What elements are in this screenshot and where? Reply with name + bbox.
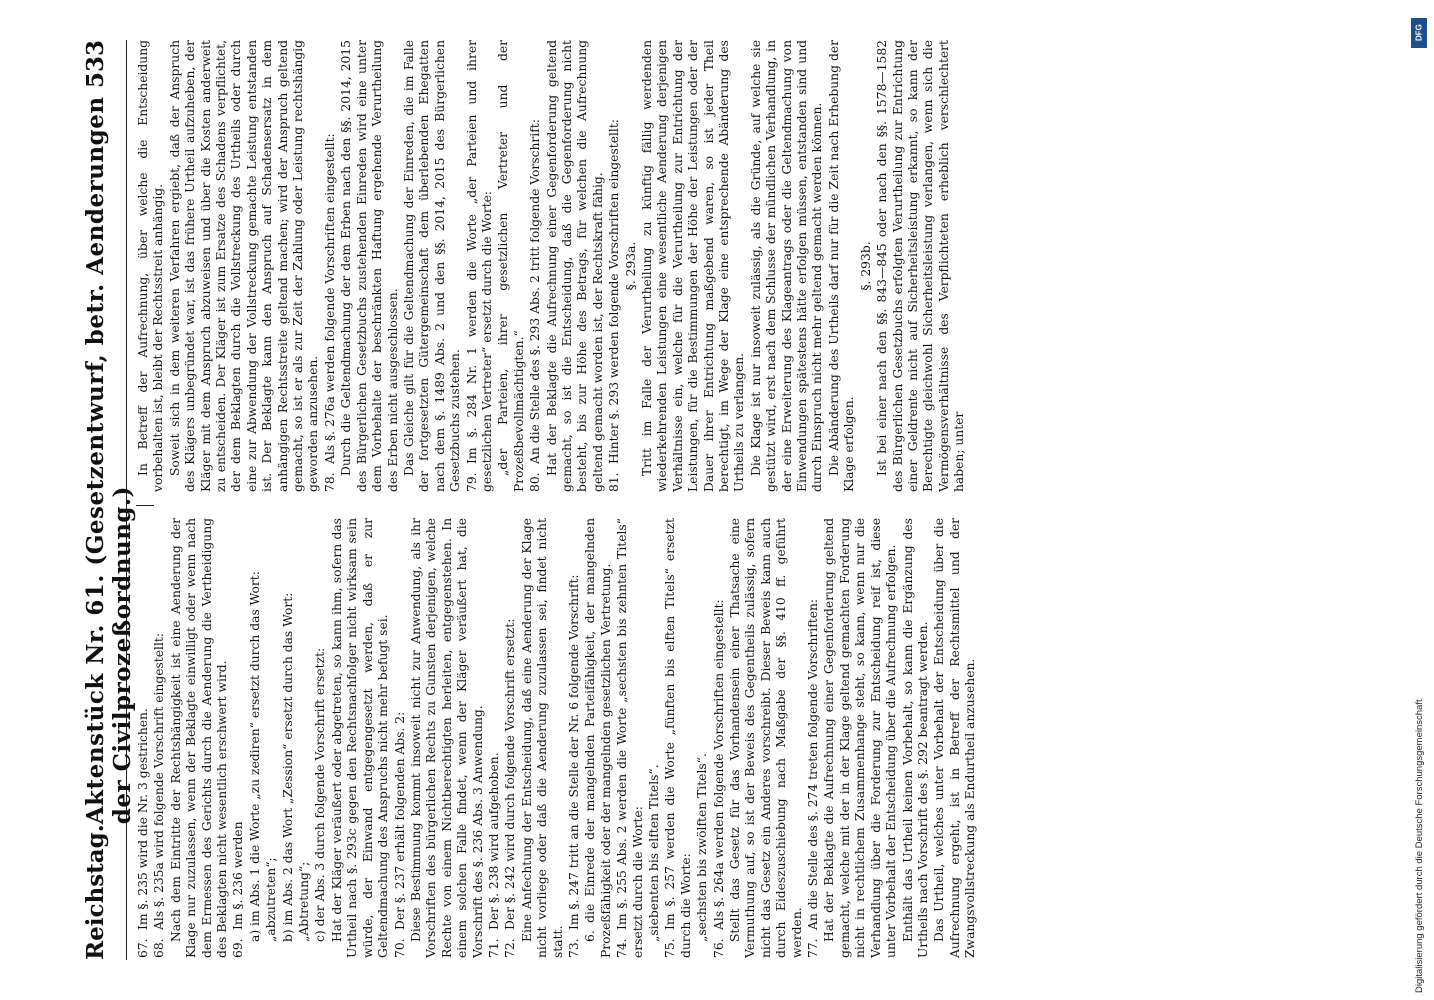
paragraph-text: Im §. 235 wird die Nr. 3 gestrichen. — [136, 708, 150, 930]
item-number: 70. — [392, 938, 407, 958]
paragraph — [503, 518, 518, 958]
header-left: Reichstag. — [82, 824, 109, 960]
left-column — [136, 518, 1400, 958]
paragraph — [281, 518, 296, 958]
paragraph — [712, 518, 727, 958]
paragraph — [402, 40, 464, 492]
paragraph-text: Der §. 238 wird aufgehoben. — [486, 752, 501, 930]
paragraph-text: a) im Abs. 1 die Worte „zu zediren“ ersetzt durch das Wort: — [247, 571, 262, 942]
paragraph-text: Als §. 276a werden folgende Vorschriften eingestellt: — [322, 133, 337, 464]
paragraph-text: Tritt im Falle der Verurtheilung zu künftig fällig werdenden wiederkehrenden Leistungen eine wesentliche Aenderung derjenigen Verhältnisse ein, welche für die Verurtheilung zur Entrichtung der Leistungen, für die Bestimmungen der Höhe der Leistungen oder der Dauer ihrer Entrichtung maßgebend waren, so ist jeder Theil berechtigt, im Wege der Klage eine entsprechende Abänderung des Urtheils zu verlangen. — [640, 40, 747, 492]
paragraph — [859, 40, 874, 492]
paragraph-text: Hinter §. 293 werden folgende Vorschriften eingestellt: — [607, 119, 622, 464]
paragraph — [901, 518, 932, 958]
paragraph — [231, 518, 246, 958]
paragraph-text: Enthält das Urtheil keinen Vorbehalt, so kann die Ergänzung des Urtheils nach Vorschrift des §. 292 beantragt werden. — [900, 518, 930, 958]
item-number: 77. — [806, 938, 821, 958]
paragraph — [136, 518, 151, 958]
paragraph-text: 6. die Einrede der mangelnden Parteifähigkeit, der mangelnden Prozeßfähigkeit oder der mangelnden gesetzlichen Vertretung. — [583, 518, 613, 958]
paragraph-text: b) im Abs. 2 das Wort „Zession“ ersetzt durch das Wort: — [280, 592, 295, 942]
paragraph — [663, 518, 694, 958]
paragraph — [583, 518, 614, 958]
paragraph-text: Im §. 247 tritt an die Stelle der Nr. 6 folgende Vorschrift: — [566, 574, 581, 930]
paragraph — [297, 518, 312, 958]
item-number: 72. — [503, 938, 518, 958]
item-number: 68. — [152, 938, 167, 958]
page-number: 533 — [82, 40, 109, 89]
paragraph — [323, 40, 338, 492]
header-title: Aktenstück Nr. 61. (Gesetzentwurf, betr. Aenderungen der Civilprozeßordnung.) — [82, 96, 136, 825]
paragraph-text: An die Stelle des §. 274 treten folgende Vorschriften: — [806, 598, 821, 930]
paragraph-text: Der §. 242 wird durch folgende Vorschrift ersetzt: — [503, 618, 518, 930]
running-head — [82, 40, 136, 960]
paragraph — [827, 40, 858, 492]
item-number: 76. — [711, 938, 726, 958]
paragraph — [465, 40, 496, 492]
digitization-note — [1406, 8, 1434, 1000]
paragraph-text: Hat der Kläger veräußert oder abgetreten, so kann ihm, sofern das Urtheil nach §. 293c gegen den Rechtsnachfolger nicht wirksam sein würde, der Einwand entgegengesetzt werden, daß er zur Geltendmachung des Anspruchs nicht mehr befugt sei. — [329, 518, 391, 958]
paragraph-text: Das Gleiche gilt für die Geltendmachung der Einreden, die im Falle der fortgesetzten Gütergemeinschaft dem überlebenden Ehegatten nach dem §. 1489 Abs. 2 und den §§. 2014, 2015 des Bürgerlichen Gesetzbuchs zustehen. — [401, 40, 463, 492]
paragraph-text: Im §. 284 Nr. 1 werden die Worte „der Parteien und ihrer gesetzlichen Vertreter“ ersetzt durch die Worte: — [464, 40, 494, 492]
paragraph — [248, 518, 263, 958]
dfg-logo: DFG — [1411, 18, 1427, 48]
paragraph-text: „Abtretung“; — [297, 861, 312, 942]
right-column — [136, 40, 1400, 492]
paragraph — [339, 40, 401, 492]
column-divider — [136, 505, 154, 506]
paragraph — [264, 518, 279, 958]
paragraph — [615, 518, 646, 958]
paragraph — [875, 40, 967, 492]
paragraph-text: Hat der Beklagte die Aufrechnung einer Gegenforderung geltend gemacht, welche mit der in der Klage geltend gemachten Forderung nicht in rechtlichem Zusammenhange steht, so kann, wenn nur die Verhandlung über die Forderung zur Entscheidung reif ist, diese unter Vorbehalt der Entscheidung über die Aufrechnung erfolgen. — [822, 518, 899, 958]
paragraph — [169, 518, 231, 958]
paragraph — [330, 518, 392, 958]
paragraph-text: „abzutreten“; — [264, 857, 279, 942]
paragraph-text: Als §. 235a wird folgende Vorschrift eingestellt: — [152, 633, 167, 930]
paragraph-text: §. 293b. — [858, 241, 873, 291]
digitization-text: Digitalisierung gefördert durch die Deutsche Forschungsgemeinschaft — [1414, 699, 1425, 993]
paragraph-text: Die Abänderung des Urtheils darf nur für die Zeit nach Erhebung der Klage erfolgen. — [826, 40, 857, 492]
paragraph-text: Ist bei einer nach den §§. 843—845 oder nach den §§. 1578—1582 des Bürgerlichen Gesetzbuchs erfolgten Verurtheilung zur Entrichtung einer Geldrente nicht auf Sicherheitsleistung erkannt, so kann der Berechtigte gleichwohl Sicherheitsleistung verlangen, wenn sich die Vermögensverhältnisse des Verpflichteten erheblich verschlechtert haben; unter — [875, 40, 967, 492]
paragraph — [136, 40, 167, 492]
paragraph-text: Im §. 257 werden die Worte „fünften bis elften Titels“ ersetzt durch die Worte: — [663, 518, 693, 958]
item-number: 75. — [663, 938, 678, 958]
paragraph — [932, 518, 978, 958]
paragraph-text: Soweit sich in dem weiteren Verfahren ergiebt, daß der Anspruch des Klägers unbegründet war, ist das frühere Urtheil aufzuheben, der Kläger mit dem Anspruch abzuweisen und über die Kosten anderweit zu entscheiden. Der Kläger ist zum Ersatze des Schadens verpflichtet, der dem Beklagten durch die Vollstreckung des Urtheils oder durch eine zur Abwendung der Vollstreckung gemachte Leistung entstanden ist. Der Beklagte kann den Anspruch auf Schadensersatz in dem anhängigen Rechtsstreite geltend machen; wird der Anspruch geltend gemacht, so ist er als zur Zeit der Zahlung oder Leistung rechtshängig geworden anzusehen. — [167, 40, 321, 492]
paragraph — [567, 518, 582, 958]
item-number: 81. — [607, 472, 622, 492]
paragraph — [152, 518, 167, 958]
paragraph — [695, 518, 710, 958]
paragraph-text: Eine Anfechtung der Entscheidung, daß eine Aenderung der Klage nicht vorliege oder daß die Aenderung zuzulassen sei, findet nicht statt. — [519, 518, 565, 958]
paragraph-text: c) der Abs. 3 durch folgende Vorschrift ersetzt: — [313, 647, 328, 942]
paragraph — [393, 518, 408, 958]
paragraph — [528, 40, 543, 492]
paragraph-text: Diese Bestimmung kommt insoweit nicht zur Anwendung, als ihr Vorschriften des bürgerlichen Rechts zu Gunsten derjenigen, welche Rechte von einem Nichtberechtigten herleiten, entgegenstehen. In einem solchen Falle findet, wenn der Kläger veräußert hat, die Vorschrift des §. 236 Abs. 3 Anwendung. — [408, 518, 485, 958]
paragraph-text: §. 293a. — [623, 241, 638, 291]
paragraph — [728, 518, 805, 958]
paragraph-text: In Betreff der Aufrechnung, über welche die Entscheidung vorbehalten ist, bleibt der Rechtsstreit anhängig. — [136, 40, 166, 492]
paragraph-text: „sechsten bis zwölften Titels“. — [695, 753, 710, 942]
item-number: 67. — [136, 938, 150, 958]
item-number: 78. — [322, 472, 337, 492]
paragraph — [496, 40, 527, 492]
paragraph-text: „der Parteien, ihrer gesetzlichen Vertreter und der Prozeßbevollmächtigten.“ — [496, 40, 526, 492]
item-number: 73. — [566, 938, 581, 958]
paragraph-text: Im §. 236 werden — [231, 821, 246, 930]
paragraph-text: Im §. 255 Abs. 2 werden die Worte „sechsten bis zehnten Titels“ ersetzt durch die Worte: — [615, 518, 645, 958]
paragraph-text: Als §. 264a werden folgende Vorschriften eingestellt: — [711, 599, 726, 930]
paragraph — [822, 518, 899, 958]
paragraph-text: Die Klage ist nur insoweit zulässig, als die Gründe, auf welche sie gestützt wird, erst nach dem Schlusse der mündlichen Verhandlung, in der eine Erweiterung des Klageantrags oder die Geltendmachung von Einwendungen spätestens hätte erfolgen müssen, entstanden sind und durch Einspruch nicht mehr geltend gemacht werden können. — [748, 40, 825, 492]
paragraph-text: „siebenten bis elften Titels“. — [647, 764, 661, 942]
paragraph — [168, 40, 322, 492]
paragraph — [313, 518, 328, 958]
paragraph-text: Der §. 237 erhält folgenden Abs. 2: — [392, 711, 407, 930]
paragraph — [409, 518, 486, 958]
paragraph — [520, 518, 566, 958]
document-page — [40, 20, 1420, 980]
paragraph — [607, 40, 622, 492]
item-number: 69. — [231, 938, 246, 958]
item-number: 71. — [486, 938, 501, 958]
paragraph-text: Nach dem Eintritte der Rechtshängigkeit ist eine Aenderung der Klage nur zuzulassen, wenn der Beklagte einwilligt oder wenn nach dem Ermessen des Gerichts durch die Aenderung die Vertheidigung des Beklagten nicht wesentlich erschwert wird. — [168, 518, 230, 958]
paragraph — [647, 518, 662, 958]
paragraph-text: Stellt das Gesetz für das Vorhandensein einer Thatsache eine Vermuthung auf, so ist der Beweis des Gegentheils zulässig, sofern nicht das Gesetz ein Anderes vorschreibt. Dieser Beweis kann auch durch Eideszuschiebung nach Maßgabe der §§. 410 ff. geführt werden. — [728, 518, 804, 958]
paragraph — [487, 518, 502, 958]
paragraph-text: Durch die Geltendmachung der dem Erben nach den §§. 2014, 2015 des Bürgerlichen Gesetzbuchs zustehenden Einreden wird eine unter dem Vorbehalte der beschränkten Haftung ergehende Verurtheilung des Erben nicht ausgeschlossen. — [339, 40, 400, 492]
item-number: 74. — [615, 938, 630, 958]
paragraph — [640, 40, 748, 492]
item-number: 79. — [464, 472, 479, 492]
paragraph — [545, 40, 607, 492]
paragraph-text: Das Urtheil, welches unter Vorbehalt der Entscheidung über die Aufrechnung ergeht, ist in Betreff der Rechtsmittel und der Zwangsvollstreckung als Endurtheil anzusehen. — [932, 518, 978, 958]
paragraph-text: Hat der Beklagte die Aufrechnung einer Gegenforderung geltend gemacht, so ist die Entscheidung, daß die Gegenforderung nicht besteht, bis zur Höhe des Betrags, für welchen die Aufrechnung geltend gemacht worden ist, der Rechtskraft fähig. — [544, 40, 605, 492]
paragraph — [624, 40, 639, 492]
item-number: 80. — [528, 472, 543, 492]
paragraph — [749, 40, 826, 492]
paragraph — [806, 518, 821, 958]
paragraph-text: An die Stelle des §. 293 Abs. 2 tritt folgende Vorschrift: — [528, 119, 543, 464]
